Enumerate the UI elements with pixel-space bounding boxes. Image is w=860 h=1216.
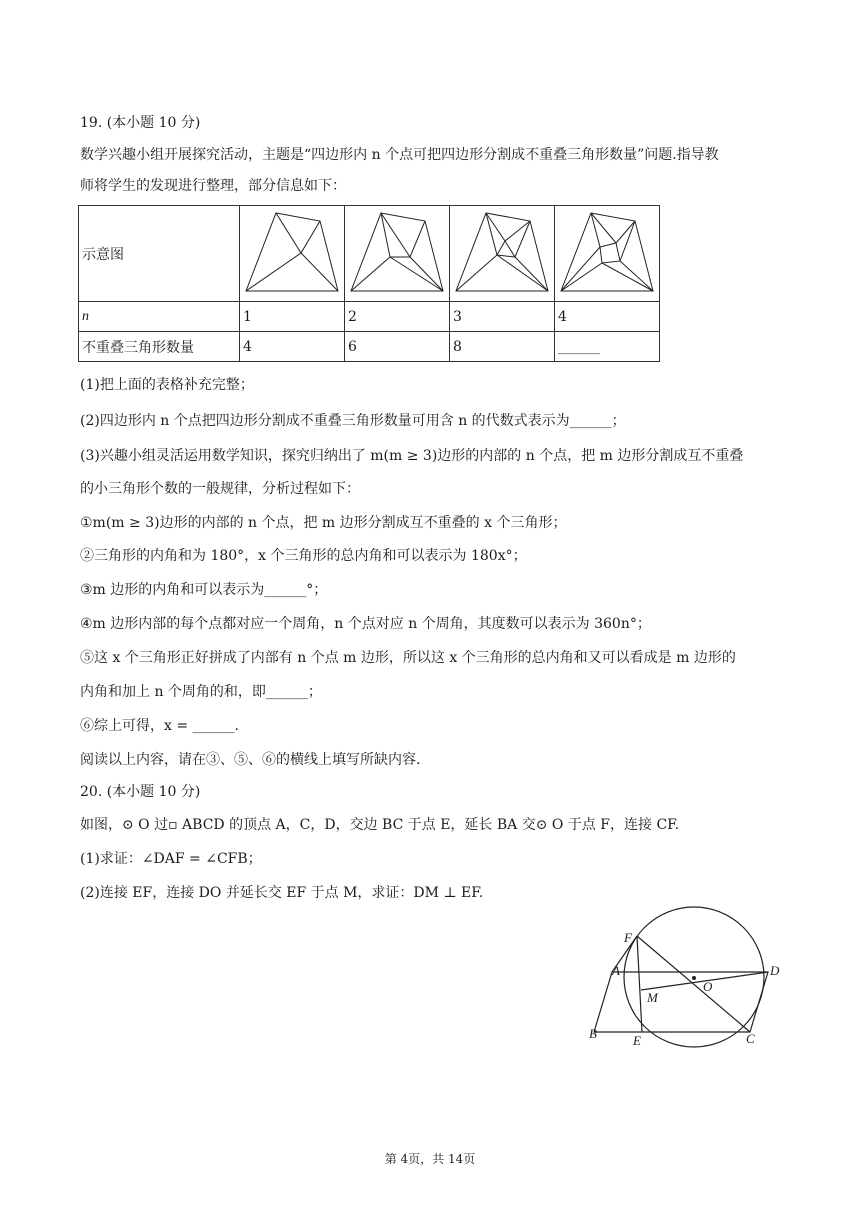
q19-step5-line2: 内角和加上 n 个周角的和，即______； xyxy=(80,684,322,700)
quad-diagram-4 xyxy=(558,207,656,297)
label-M: M xyxy=(647,990,658,1005)
quad-diagram-1 xyxy=(243,207,341,297)
parallelogram-abcd xyxy=(594,972,768,1032)
q19-part3-line2: 的小三角形个数的一般规律，分析过程如下： xyxy=(80,481,360,497)
diagram-n3 xyxy=(450,206,555,302)
segment-fc xyxy=(637,936,750,1032)
q20-intro: 如图，⊙ O 过▫ ABCD 的顶点 A，C，D，交边 BC 于点 E，延长 BA 交⊙ O 于点 F，连接 CF. xyxy=(80,817,680,833)
label-F: F xyxy=(624,930,632,945)
label-C: C xyxy=(746,1031,755,1046)
n-value-2: 2 xyxy=(345,302,450,332)
q19-title: 19. (本小题 10 分) xyxy=(80,115,201,131)
q19-step3: ③m 边形的内角和可以表示为______°； xyxy=(80,582,328,598)
quad-diagram-2 xyxy=(348,207,446,297)
diagram-n1 xyxy=(240,206,345,302)
count-3: 8 xyxy=(450,332,555,362)
label-A: A xyxy=(612,963,620,978)
diagram-n2 xyxy=(345,206,450,302)
q19-step2: ②三角形的内角和为 180°，x 个三角形的总内角和可以表示为 180x°； xyxy=(80,548,527,564)
row-label-count: 不重叠三角形数量 xyxy=(79,332,240,362)
q20-figure xyxy=(582,905,782,1055)
q20-part1: (1)求证：∠DAF = ∠CFB； xyxy=(80,851,262,867)
row-label-n: n xyxy=(79,302,240,332)
q19-table xyxy=(78,205,660,362)
count-4-blank: ______ xyxy=(555,332,660,362)
label-O: O xyxy=(703,979,713,994)
q19-part1: (1)把上面的表格补充完整； xyxy=(80,377,254,393)
q19-step5-line1: ⑤这 x 个三角形正好拼成了内部有 n 个点 m 边形，所以这 x 个三角形的总内角和又可以看成是 m 边形的 xyxy=(80,650,736,666)
row-label-diagram: 示意图 xyxy=(79,206,240,302)
count-2: 6 xyxy=(345,332,450,362)
q19-step1: ①m(m ≥ 3)边形的内部的 n 个点，把 m 边形分割成互不重叠的 x 个三角形； xyxy=(80,515,567,531)
q19-intro-line2: 师将学生的发现进行整理，部分信息如下： xyxy=(80,178,346,194)
center-o-point xyxy=(692,976,696,980)
q20-part2: (2)连接 EF，连接 DO 并延长交 EF 于点 M，求证：DM ⊥ EF. xyxy=(80,885,484,901)
diagram-n4 xyxy=(555,206,660,302)
q19-intro-line1: 数学兴趣小组开展探究活动，主题是“四边形内 n 个点可把四边形分割成不重叠三角形数量”问题.指导教 xyxy=(80,147,719,163)
label-D: D xyxy=(770,963,780,978)
label-E: E xyxy=(633,1033,641,1048)
quad-diagram-3 xyxy=(453,207,551,297)
q20-title: 20. (本小题 10 分) xyxy=(80,784,201,800)
q19-instruction: 阅读以上内容，请在③、⑤、⑥的横线上填写所缺内容. xyxy=(80,752,421,768)
q19-step6: ⑥综上可得，x = ______. xyxy=(80,718,239,734)
q19-step4: ④m 边形内部的每个点都对应一个周角，n 个点对应 n 个周角，其度数可以表示为 360n°； xyxy=(80,616,651,632)
q19-part3-line1: (3)兴趣小组灵活运用数学知识，探究归纳出了 m(m ≥ 3)边形的内部的 n 个点，把 m 边形分割成互不重叠 xyxy=(80,448,744,464)
label-B: B xyxy=(589,1026,597,1041)
segment-fe xyxy=(637,936,642,1032)
n-value-4: 4 xyxy=(555,302,660,332)
q19-part2: (2)四边形内 n 个点把四边形分割成不重叠三角形数量可用含 n 的代数式表示为______； xyxy=(80,413,626,429)
n-value-3: 3 xyxy=(450,302,555,332)
n-value-1: 1 xyxy=(240,302,345,332)
count-1: 4 xyxy=(240,332,345,362)
page-footer: 第 4页，共 14页 xyxy=(384,1152,476,1166)
